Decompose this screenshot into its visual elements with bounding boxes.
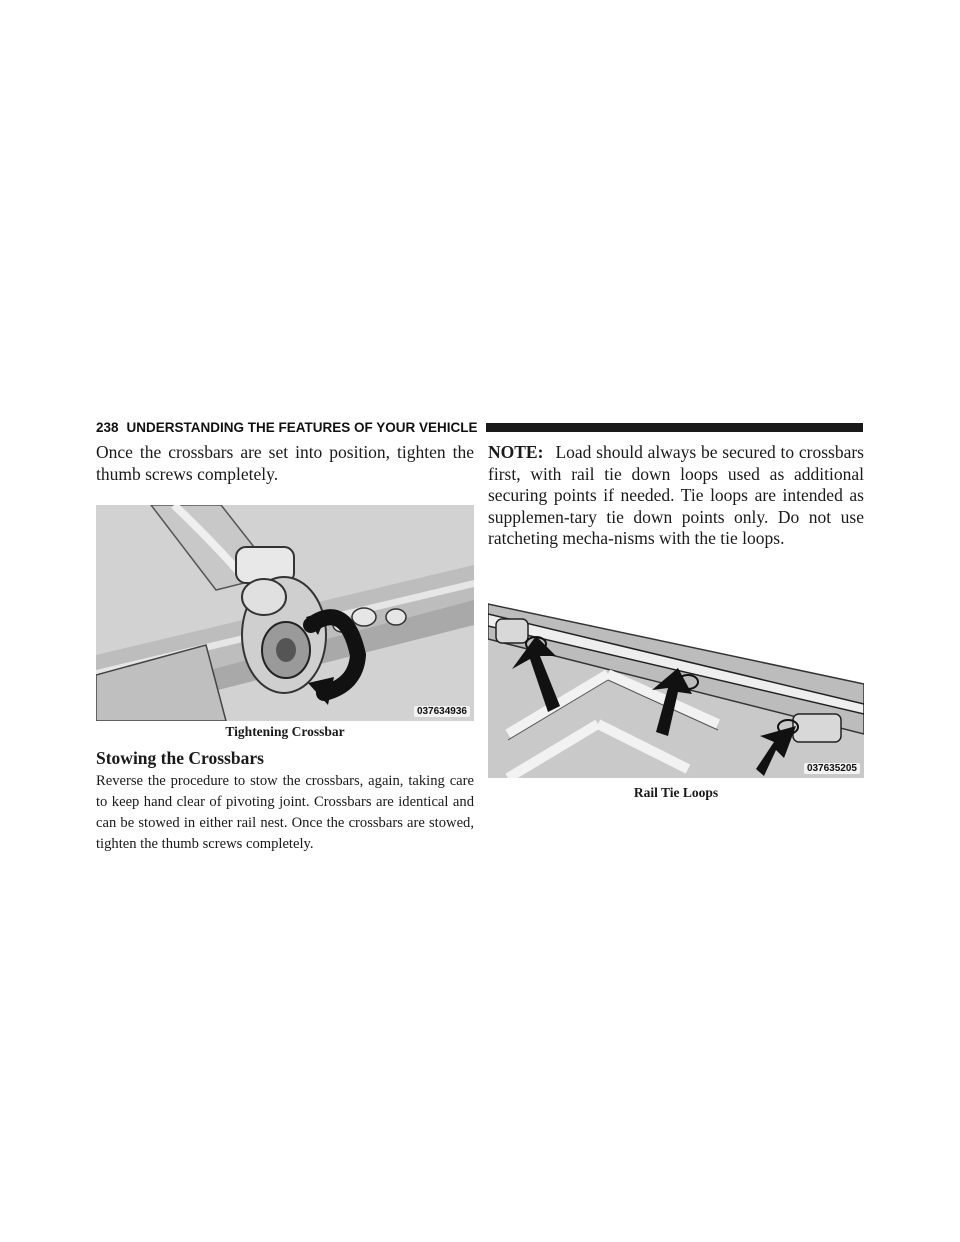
page-header	[96, 417, 863, 437]
right-column	[488, 442, 864, 802]
section-title: UNDERSTANDING THE FEATURES OF YOUR VEHICLE	[126, 419, 478, 435]
left-column	[96, 442, 474, 855]
rail-tie-loops-figure	[488, 564, 864, 778]
note-label: NOTE:	[488, 442, 544, 462]
section-heading: Stowing the Crossbars	[96, 748, 264, 768]
rail-illustration	[488, 564, 864, 778]
tightening-crossbar-figure	[96, 505, 474, 721]
figure-code: 037634936	[414, 706, 470, 717]
page-number: 238	[96, 419, 119, 435]
figure-code: 037635205	[804, 763, 860, 774]
note-paragraph	[488, 442, 864, 550]
stowing-paragraph: Reverse the procedure to stow the crossbars, again, taking care to keep hand clear of pivoting joint. Crossbars are identical and can be stowed in either rail nest. Once the crossbars are stowed, tighten the thumb screws completely.	[96, 773, 474, 852]
header-rule	[486, 423, 863, 432]
figure-caption: Rail Tie Loops	[633, 784, 719, 800]
figure-caption: Tightening Crossbar	[225, 724, 345, 739]
note-text: Load should always be secured to crossbars first, with rail tie down loops used as additional securing points if needed. Tie loops are intended as supplemen-tary tie down points only. Do not use ratcheting mecha-nisms with the tie loops.	[488, 442, 864, 548]
intro-paragraph: Once the crossbars are set into position, tighten the thumb screws completely.	[96, 442, 474, 484]
crossbar-illustration	[96, 505, 474, 721]
